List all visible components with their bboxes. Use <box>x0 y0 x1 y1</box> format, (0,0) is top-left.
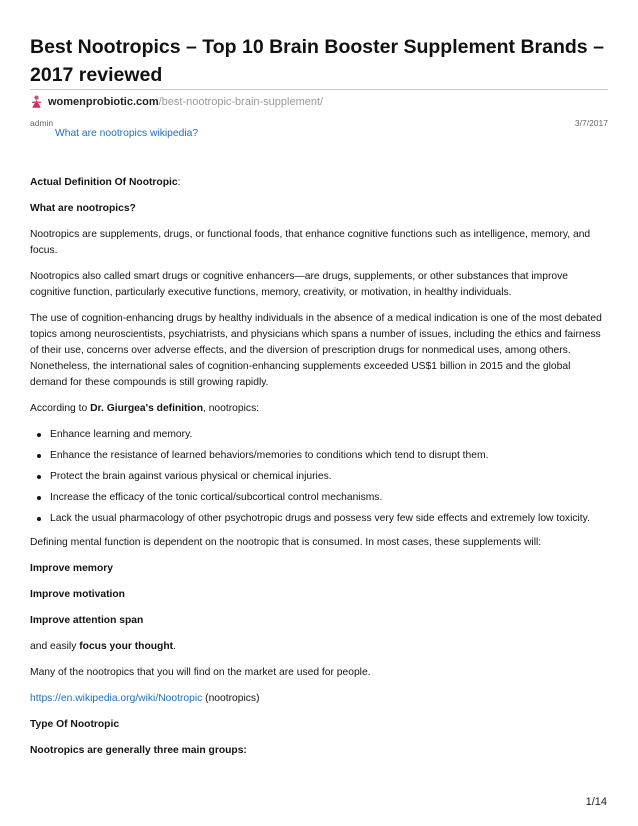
paragraph: https://en.wikipedia.org/wiki/Nootropic (nootropics) <box>30 693 260 704</box>
benefit-heading: Improve memory <box>30 563 113 574</box>
source-line <box>30 94 323 110</box>
header-divider <box>30 89 608 90</box>
section-heading: Nootropics are generally three main groups: <box>30 745 247 756</box>
source-domain[interactable]: womenprobiotic.com <box>48 96 159 108</box>
section-heading: What are nootropics? <box>30 203 136 214</box>
publish-date: 3/7/2017 <box>574 118 608 128</box>
source-path[interactable]: /best-nootropic-brain-supplement/ <box>158 96 324 108</box>
paragraph: Defining mental function is dependent on the nootropic that is consumed. In most cases, these supplements will: <box>30 537 542 548</box>
benefit-heading: Improve motivation <box>30 589 125 600</box>
article-title: Best Nootropics – Top 10 Brain Booster Supplement Brands – 2017 reviewed <box>30 36 604 86</box>
bullet-list <box>30 427 608 527</box>
woman-figure-icon <box>30 95 43 109</box>
section-heading: Type Of Nootropic <box>30 719 120 730</box>
paragraph: Nootropics also called smart drugs or cognitive enhancers—are drugs, supplements, or other substances that improve cognitive function, particularly executive functions, memory, creativity, or motivation, in healthy individuals. <box>30 271 568 298</box>
article-body <box>30 175 608 769</box>
highlight-text: focus your thought <box>79 641 174 652</box>
page-number: 1/14 <box>585 796 607 808</box>
list-item: Enhance the resistance of learned behaviors/memories to conditions which tend to disrupt them. <box>50 448 608 464</box>
wikipedia-link[interactable]: What are nootropics wikipedia? <box>55 128 199 139</box>
paragraph: According to Dr. Giurgea's definition, nootropics: <box>30 403 260 414</box>
paragraph: Many of the nootropics that you will find on the market are used for people. <box>30 667 371 678</box>
benefit-heading: Improve attention span <box>30 615 144 626</box>
wikipedia-url-link[interactable]: https://en.wikipedia.org/wiki/Nootropic <box>30 693 203 704</box>
paragraph: and easily focus your thought. <box>30 641 176 652</box>
list-item: Enhance learning and memory. <box>50 427 608 443</box>
paragraph: Actual Definition Of Nootropic: <box>30 177 181 188</box>
section-heading: Actual Definition Of Nootropic <box>30 177 178 188</box>
highlight-text: Dr. Giurgea's definition <box>90 403 203 414</box>
list-item: Increase the efficacy of the tonic cortical/subcortical control mechanisms. <box>50 490 608 506</box>
paragraph: Nootropics are supplements, drugs, or functional foods, that enhance cognitive functions such as intelligence, memory, and focus. <box>30 229 591 256</box>
author-label: admin <box>30 118 54 128</box>
paragraph: The use of cognition-enhancing drugs by healthy individuals in the absence of a medical indication is one of the most debated topics among neuroscientists, psychiatrists, and physicians which spans a number of issues, including the ethics and fairness of their use, concerns over adverse effects, and the diversion of prescription drugs for nonmedical uses, among others. Nonetheless, the international sales of cognition-enhancing supplements exceeded US$1 billion in 2015 and the global demand for these compounds is still growing rapidly. <box>30 313 602 388</box>
list-item: Lack the usual pharmacology of other psychotropic drugs and possess very few side effects and extremely low toxicity. <box>50 511 608 527</box>
list-item: Protect the brain against various physical or chemical injuries. <box>50 469 608 485</box>
